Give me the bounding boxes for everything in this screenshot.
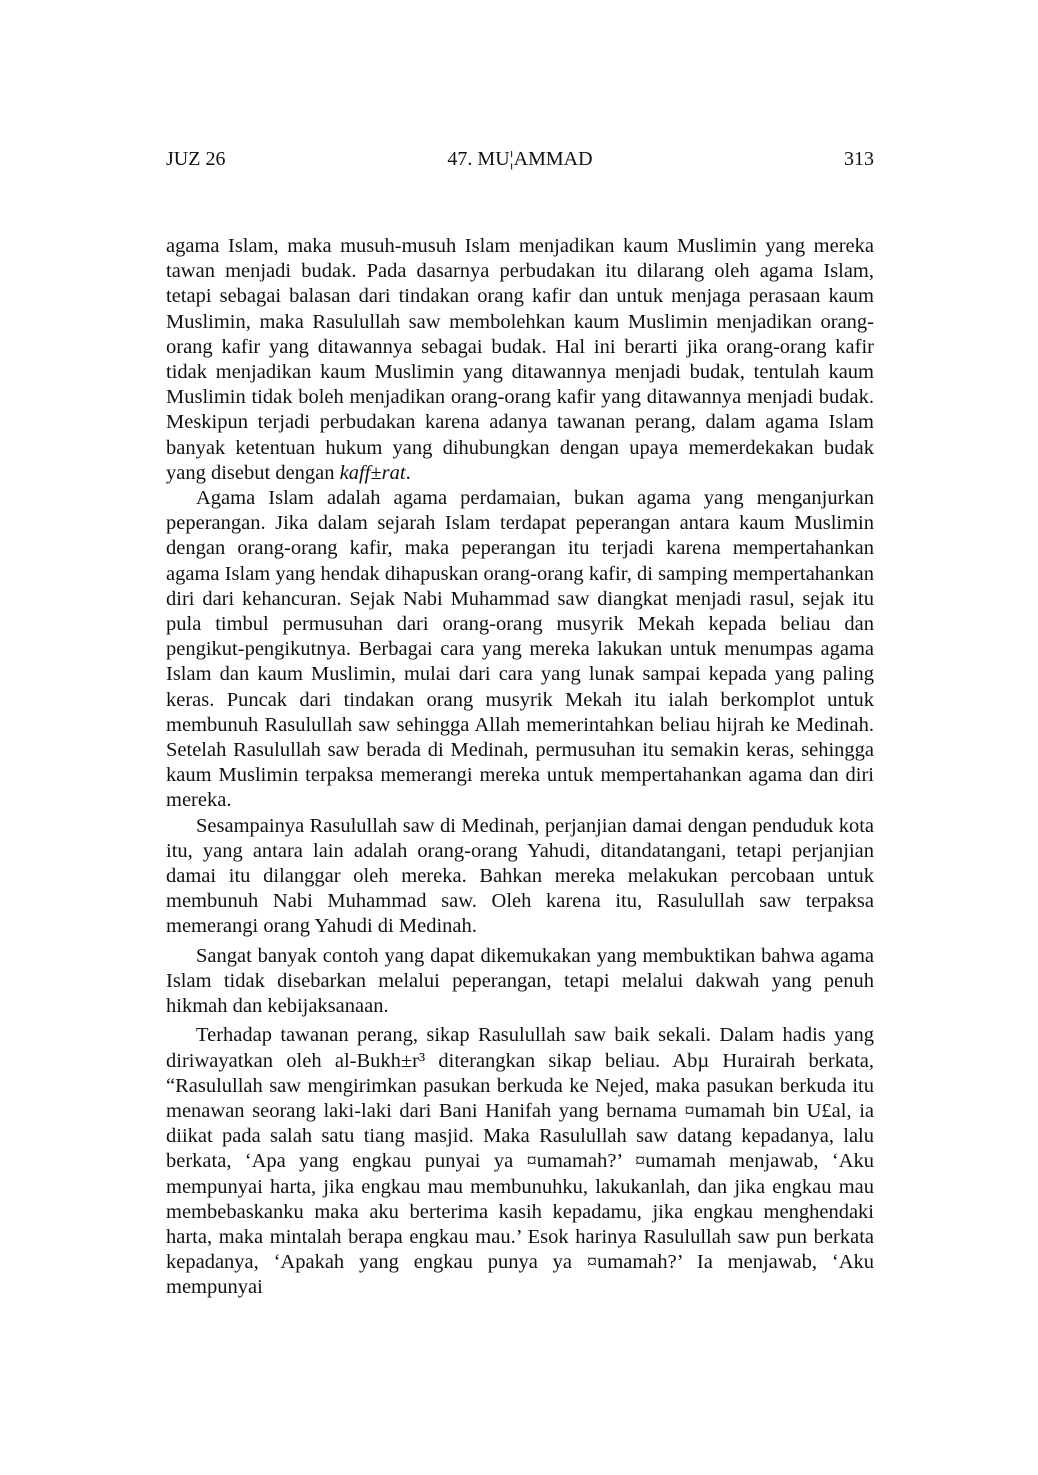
- body-text: [166, 234, 874, 1301]
- page-number: 313: [844, 148, 874, 170]
- paragraph-1-tail: .: [405, 461, 411, 484]
- juz-label: JUZ 26: [166, 148, 226, 170]
- paragraph-5: Terhadap tawanan perang, sikap Rasulullah saw baik sekali. Dalam hadis yang diriwayatkan oleh al-Bukh±r³ diterangkan sikap beliau. Abµ Hurairah berkata, “Rasulullah saw mengirimkan pasukan berkuda ke Nejed, maka pasukan berkuda itu menawan seorang laki-laki dari Bani Hanifah yang bernama ¤umamah bin U£al, ia diikat pada salah satu tiang masjid. Maka Rasulullah saw datang kepadanya, lalu berkata, ‘Apa yang engkau punyai ya ¤umamah?’ ¤umamah menjawab, ‘Aku mempunyai harta, jika engkau mau membunuhku, lakukanlah, dan jika engkau mau membebaskanku maka aku berterima kasih kepadamu, jika engkau menghendaki harta, maka mintalah berapa engkau mau.’ Esok harinya Rasulullah saw pun berkata kepadanya, ‘Apakah yang engkau punya ya ¤umamah?’ Ia menjawab, ‘Aku mempunyai: [166, 1024, 874, 1299]
- page-header: [166, 145, 874, 173]
- paragraph-4: Sangat banyak contoh yang dapat dikemukakan yang membuktikan bahwa agama Islam tidak disebarkan melalui peperangan, tetapi melalui dakwah yang penuh hikmah dan kebijaksanaan.: [166, 944, 874, 1018]
- surah-title: 47. MU¦AMMAD: [447, 148, 593, 170]
- kaffarat-term: kaff±rat: [339, 461, 406, 484]
- paragraph-1: [166, 234, 874, 486]
- paragraph-3: Sesampainya Rasulullah saw di Medinah, perjanjian damai dengan penduduk kota itu, yang antara lain adalah orang-orang Yahudi, ditandatangani, tetapi perjanjian damai itu dilanggar oleh mereka. Bahkan mereka melakukan percobaan untuk membunuh Nabi Muhammad saw. Oleh karena itu, Rasulullah saw terpaksa memerangi orang Yahudi di Medinah.: [166, 814, 874, 938]
- paragraph-2: Agama Islam adalah agama perdamaian, bukan agama yang menganjurkan peperangan. Jika dalam sejarah Islam terdapat peperangan antara kaum Muslimin dengan orang-orang kafir, maka peperangan itu terjadi karena mempertahankan agama Islam yang hendak dihapuskan orang-orang kafir, di samping mempertahankan diri dari kehancuran. Sejak Nabi Muhammad saw diangkat menjadi rasul, sejak itu pula timbul permusuhan dari orang-orang musyrik Mekah kepada beliau dan pengikut-pengikutnya. Berbagai cara yang mereka lakukan untuk menumpas agama Islam dan kaum Muslimin, mulai dari cara yang lunak sampai kepada yang paling keras. Puncak dari tindakan orang musyrik Mekah itu ialah berkomplot untuk membunuh Rasulullah saw sehingga Allah memerintahkan beliau hijrah ke Medinah. Setelah Rasulullah saw berada di Medinah, permusuhan itu semakin keras, sehingga kaum Muslimin terpaksa memerangi mereka untuk mempertahankan agama dan diri mereka.: [166, 487, 874, 812]
- paragraph-1-text: agama Islam, maka musuh-musuh Islam menjadikan kaum Muslimin yang mereka tawan menjadi budak. Pada dasarnya perbudakan itu dilarang oleh agama Islam, tetapi sebagai balasan dari tindakan orang kafir dan untuk menjaga perasaan kaum Muslimin, maka Rasulullah saw membolehkan kaum Muslimin menjadikan orang-orang kafir yang ditawannya sebagai budak. Hal ini berarti jika orang-orang kafir tidak menjadikan kaum Muslimin yang ditawannya menjadi budak, tentulah kaum Muslimin tidak boleh menjadikan orang-orang kafir yang ditawannya menjadi budak. Meskipun terjadi perbudakan karena adanya tawanan perang, dalam agama Islam banyak ketentuan hukum yang dihubungkan dengan upaya memerdekakan budak yang disebut dengan: [166, 235, 874, 484]
